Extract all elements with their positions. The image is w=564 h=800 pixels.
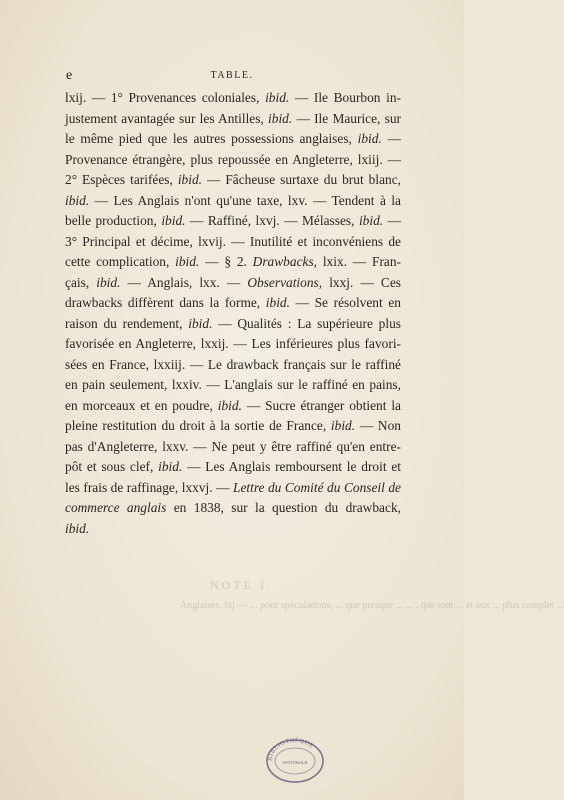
text-line xyxy=(65,88,401,109)
text-run: sées en France, lxxiij. — Le drawback français sur le raffiné xyxy=(65,356,401,372)
text-run: cette complication, xyxy=(65,254,176,269)
text-line xyxy=(65,355,401,376)
text-line xyxy=(65,437,401,458)
italic-run: Drawbacks xyxy=(252,254,314,269)
text-run: les frais de raffinage, lxxvj. — xyxy=(65,479,233,495)
text-line xyxy=(65,150,401,171)
italic-run: ibid. xyxy=(268,110,293,126)
text-run: favorisée en Angleterre, lxxij. — Les inférieures plus favori- xyxy=(65,336,401,351)
text-run: — Raffiné, lxvj. — Mélasses, xyxy=(185,213,359,228)
text-line xyxy=(65,273,401,294)
stamp-outer-text: BIBLIOTHÈQUE xyxy=(267,737,315,762)
text-run: — Les Anglais n'ont qu'une taxe, lxv. — Tendent à la xyxy=(89,192,401,208)
italic-run: ibid. xyxy=(65,192,90,208)
text-line xyxy=(65,170,401,191)
text-line xyxy=(65,478,401,499)
italic-run: ibid. xyxy=(65,520,90,536)
italic-run: Lettre du Comité du Conseil de xyxy=(233,479,401,495)
text-run: , lxix. — Fran- xyxy=(313,254,401,269)
bleed-through-text: Anglaises, lxj — ... pour spéculations, ... que presque ... ... , que tout ... et aux ... plus complet ... xyxy=(180,600,564,611)
italic-run: ibid. xyxy=(217,397,242,413)
text-run: pôt et sous clef, xyxy=(65,459,159,474)
italic-run: ibid. xyxy=(330,418,356,433)
italic-run: Observations xyxy=(247,274,319,290)
text-run: pas d'Angleterre, lxxv. — Ne peut y être raffiné qu'en entre- xyxy=(65,438,401,454)
text-run: — Ile Maurice, sur xyxy=(292,110,402,126)
text-run: — xyxy=(383,213,401,228)
stamp-inner-text: NATIONALE xyxy=(282,760,308,765)
text-run: en morceaux et en poudre, xyxy=(65,397,218,413)
text-run: , lxxj. — Ces xyxy=(318,274,402,290)
text-line xyxy=(65,109,401,130)
svg-text:BIBLIOTHÈQUE xyxy=(268,736,315,761)
text-line xyxy=(65,211,401,232)
text-run: belle production, xyxy=(65,213,162,228)
italic-run: ibid. xyxy=(177,172,203,187)
italic-run: ibid. xyxy=(158,459,183,474)
text-line xyxy=(65,396,401,417)
text-run: lxij. — 1° Provenances coloniales, xyxy=(65,90,266,105)
text-run: — Ile Bourbon in- xyxy=(289,90,401,105)
text-run: drawbacks diffèrent dans la forme, xyxy=(65,295,266,310)
text-run: çais, xyxy=(65,274,97,290)
page-folio: e xyxy=(66,68,73,83)
text-line xyxy=(65,519,401,540)
text-line xyxy=(65,293,401,314)
text-run: — Non xyxy=(355,418,401,433)
italic-run: ibid. xyxy=(265,90,290,105)
italic-run: ibid. xyxy=(188,315,213,331)
text-line xyxy=(65,129,401,150)
text-run: le même pied que les autres possessions anglaises, xyxy=(65,131,358,146)
text-run: — Anglais, lxx. — xyxy=(120,274,248,290)
italic-run: ibid. xyxy=(161,213,186,228)
library-stamp xyxy=(262,735,328,785)
text-run: — Qualités : La supérieure plus xyxy=(212,315,401,331)
text-run: justement avantagée sur les Antilles, xyxy=(65,110,269,126)
text-line xyxy=(65,457,401,478)
text-run: en pain seulement, lxxiv. — L'anglais sur le raffiné en pains, xyxy=(65,377,401,392)
text-run: — xyxy=(381,131,401,146)
bleed-through-heading: NOTE I. xyxy=(210,578,273,592)
text-line xyxy=(65,375,401,396)
italic-run: ibid. xyxy=(175,254,200,269)
text-line xyxy=(65,334,401,355)
text-line xyxy=(65,191,401,212)
text-run: pleine restitution du droit à la sortie de France, xyxy=(65,418,331,433)
text-run: — Sucre étranger obtient la xyxy=(241,397,401,413)
text-line xyxy=(65,232,401,253)
italic-run: ibid. xyxy=(96,274,121,290)
italic-run: commerce anglais xyxy=(65,500,167,515)
text-line xyxy=(65,416,401,437)
text-run: — Les Anglais remboursent le droit et xyxy=(182,459,401,474)
running-head: TABLE. xyxy=(210,70,254,81)
text-run: — Se résolvent en xyxy=(289,295,401,310)
italic-run: ibid. xyxy=(357,131,382,146)
text-run: raison du rendement, xyxy=(65,315,189,331)
text-run: Provenance étrangère, plus repoussée en Angleterre, lxiij. — xyxy=(65,151,401,167)
text-run: — Fâcheuse surtaxe du brut blanc, xyxy=(202,172,401,187)
text-run: 3° Principal et décime, lxvij. — Inutilité et inconvéniens de xyxy=(65,233,401,249)
text-line xyxy=(65,314,401,335)
text-run: en 1838, sur la question du drawback, xyxy=(166,500,401,515)
text-run: 2° Espèces tarifées, xyxy=(65,172,178,187)
text-run: — § 2. xyxy=(199,254,253,269)
text-line xyxy=(65,498,401,519)
text-line xyxy=(65,252,401,273)
table-entries-text xyxy=(65,88,401,539)
italic-run: ibid. xyxy=(358,213,384,228)
italic-run: ibid. xyxy=(265,295,290,310)
